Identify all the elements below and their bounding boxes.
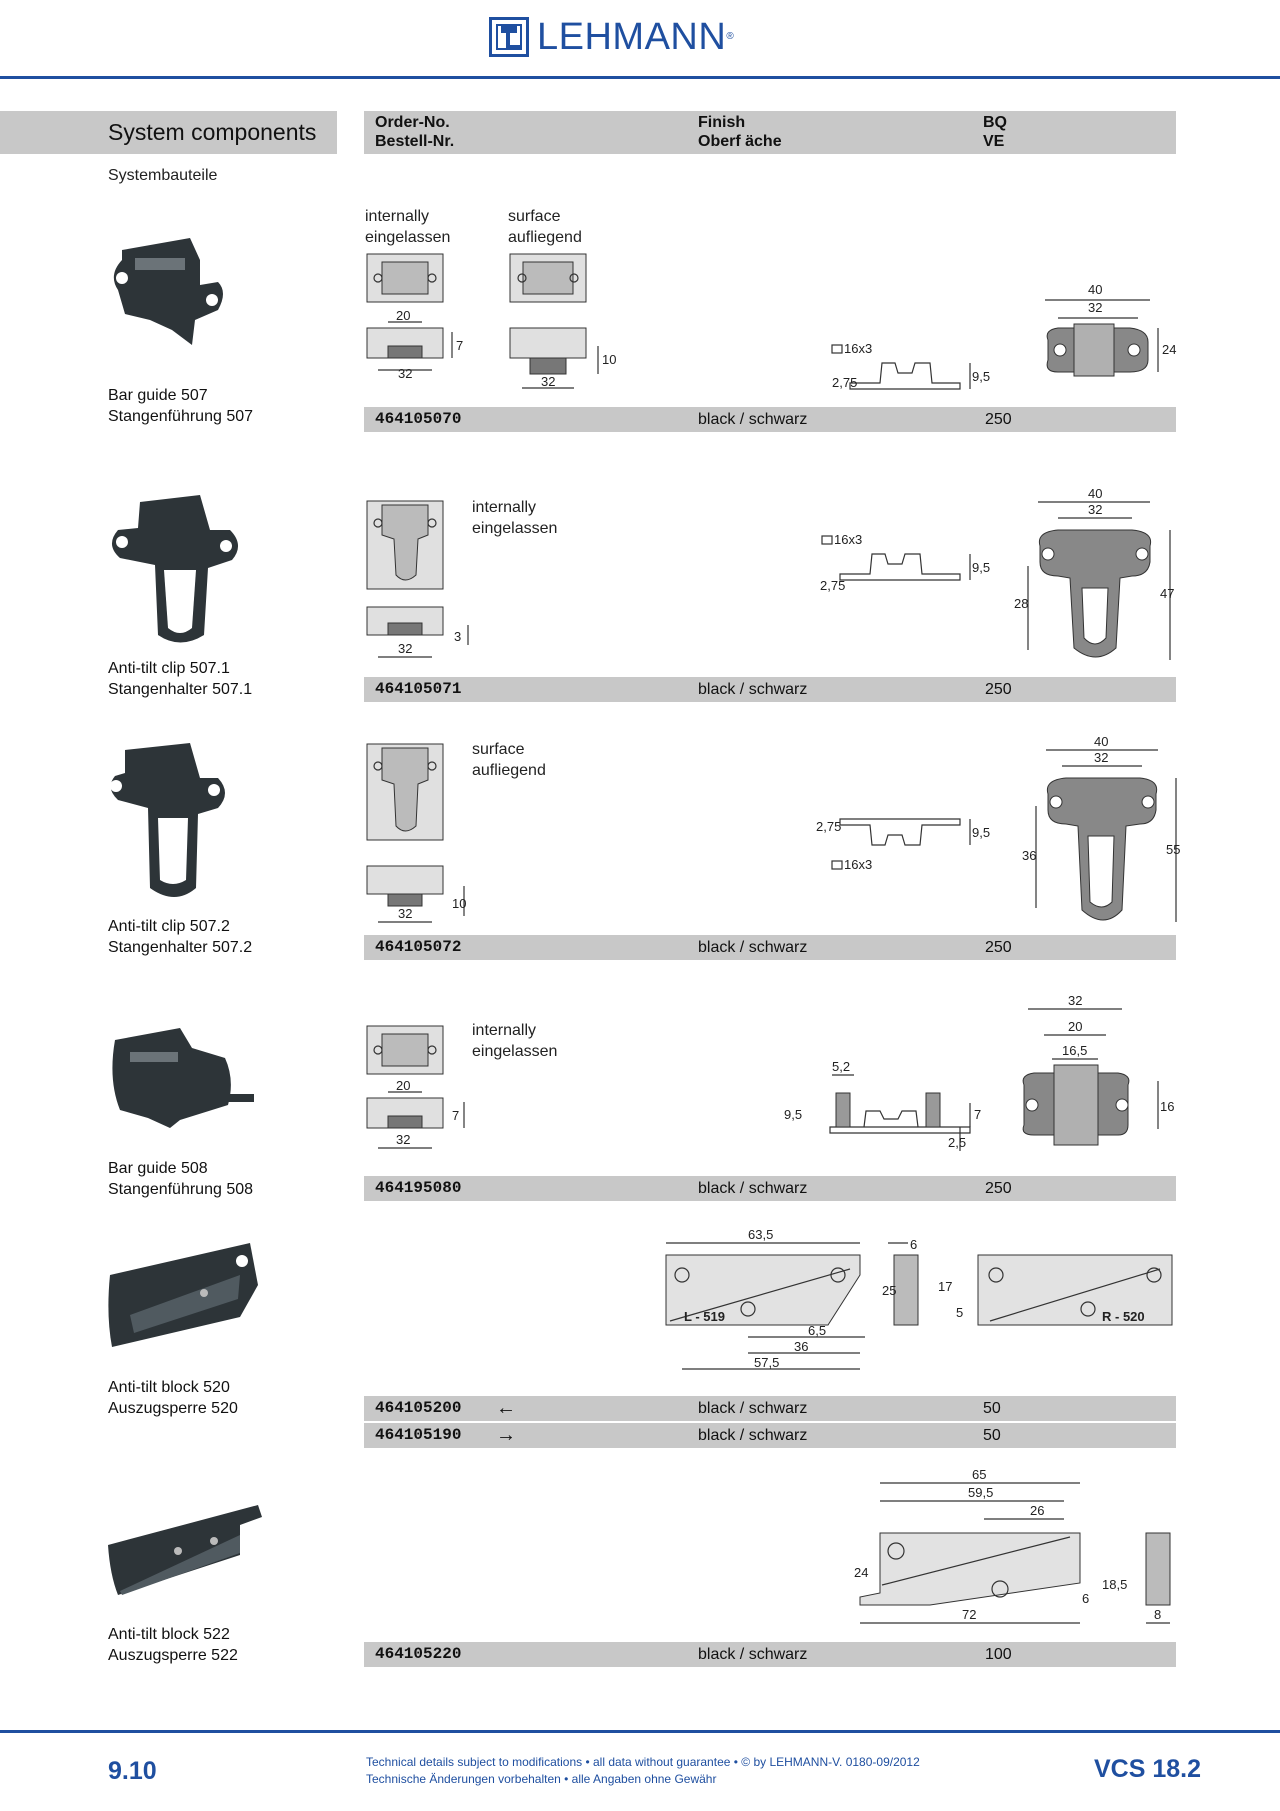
svg-text:40: 40 (1094, 734, 1109, 749)
drawing-bar-guide-507-mount (360, 250, 620, 395)
svg-text:40: 40 (1088, 282, 1103, 297)
catalog-id: VCS 18.2 (1094, 1755, 1202, 1783)
svg-text:25: 25 (882, 1283, 897, 1298)
drawing-anti-tilt-clip-507-1-mount (360, 495, 480, 665)
svg-text:7: 7 (452, 1108, 460, 1123)
svg-text:20: 20 (396, 1078, 411, 1093)
svg-text:18,5: 18,5 (1102, 1577, 1128, 1592)
drawing-bar-guide-507-top (1030, 280, 1190, 400)
svg-text:32: 32 (1088, 300, 1103, 315)
drawing-anti-tilt-clip-507-1-top (1010, 488, 1190, 668)
finish-value: black / schwarz (698, 681, 808, 698)
bq-value: 50 (983, 1427, 1001, 1444)
order-number: 464105071 (375, 680, 462, 698)
product-name-bar-guide-507: Bar guide 507 Stangenführung 507 (108, 387, 254, 425)
product-photo-anti-tilt-clip-507-2 (100, 738, 240, 908)
svg-text:20: 20 (1068, 1019, 1083, 1034)
svg-text:17: 17 (938, 1279, 953, 1294)
footer-disclaimer (366, 1754, 920, 1788)
svg-text:6: 6 (1082, 1591, 1090, 1606)
drawing-bar-guide-507-profile (820, 335, 1000, 395)
product-name-anti-tilt-clip-507-2: Anti-tilt clip 507.2 Stangenhalter 507.2 (108, 918, 253, 956)
svg-text:16,5: 16,5 (1062, 1043, 1088, 1058)
svg-text:L - 519: L - 519 (684, 1309, 725, 1324)
col-finish-en: Finish (698, 114, 746, 131)
mount-label-surface: surface aufliegend (508, 208, 582, 246)
header-rule (0, 76, 1280, 79)
mount-label-internally: internally eingelassen (472, 499, 558, 537)
svg-text:32: 32 (1094, 750, 1109, 765)
product-photo-bar-guide-508 (100, 1020, 260, 1140)
svg-text:57,5: 57,5 (754, 1355, 780, 1370)
svg-text:32: 32 (398, 906, 413, 921)
drawing-anti-tilt-clip-507-1-profile (810, 530, 990, 600)
svg-text:36: 36 (1022, 848, 1037, 863)
svg-text:2,75: 2,75 (820, 578, 846, 593)
svg-text:6,5: 6,5 (808, 1323, 827, 1338)
order-number: 464105072 (375, 938, 462, 956)
product-photo-anti-tilt-clip-507-1 (100, 490, 250, 650)
svg-text:16: 16 (1160, 1099, 1175, 1114)
svg-text:7: 7 (456, 338, 464, 353)
brand-logo (489, 17, 734, 57)
drawing-bar-guide-508-top (1010, 995, 1190, 1155)
page-number: 9.10 (108, 1757, 157, 1785)
order-number: 464105200 (375, 1399, 462, 1417)
finish-value: black / schwarz (698, 1427, 808, 1444)
bq-value: 50 (983, 1400, 1001, 1417)
svg-text:55: 55 (1166, 842, 1181, 857)
col-bq-header (983, 113, 1007, 151)
footer-rule (0, 1730, 1280, 1733)
col-finish-de: Oberf äche (698, 133, 782, 150)
svg-text:9,5: 9,5 (972, 825, 990, 840)
registered-mark: ® (726, 31, 735, 42)
svg-text:6: 6 (910, 1237, 918, 1252)
bq-value: 250 (985, 939, 1012, 956)
drawing-bar-guide-508-profile (780, 1055, 1000, 1155)
bq-value: 250 (985, 1180, 1012, 1197)
svg-text:72: 72 (962, 1607, 977, 1622)
svg-text:20: 20 (396, 308, 411, 323)
mount-label-internally: internally eingelassen (472, 1022, 558, 1060)
svg-text:9,5: 9,5 (972, 560, 990, 575)
svg-text:8: 8 (1154, 1607, 1162, 1622)
svg-text:9,5: 9,5 (972, 369, 991, 384)
finish-value: black / schwarz (698, 939, 808, 956)
svg-text:3: 3 (454, 629, 462, 644)
svg-text:5: 5 (956, 1305, 964, 1320)
svg-text:32: 32 (1088, 502, 1103, 517)
svg-text:32: 32 (396, 1132, 411, 1147)
product-photo-anti-tilt-block-520 (100, 1235, 270, 1355)
svg-text:2,5: 2,5 (948, 1135, 967, 1150)
svg-text:16x3: 16x3 (844, 857, 873, 872)
col-order-de: Bestell-Nr. (375, 133, 455, 150)
col-order-header (375, 113, 454, 151)
product-name-anti-tilt-block-522: Anti-tilt block 522 Auszugsperre 522 (108, 1626, 238, 1664)
finish-value: black / schwarz (698, 411, 808, 428)
disclaimer-de: Technische Änderungen vorbehalten • alle Angaben ohne Gewähr (366, 1772, 717, 1786)
svg-text:36: 36 (794, 1339, 809, 1354)
logo-mark-icon (489, 17, 529, 57)
bq-value: 250 (985, 681, 1012, 698)
mount-label-surface: surface aufliegend (472, 741, 546, 779)
product-photo-bar-guide-507 (100, 230, 230, 350)
svg-text:32: 32 (398, 641, 413, 656)
svg-text:40: 40 (1088, 488, 1103, 501)
col-finish-header (698, 113, 782, 151)
section-subtitle: Systembauteile (108, 167, 218, 184)
svg-text:2,75: 2,75 (816, 819, 842, 834)
svg-text:16x3: 16x3 (844, 341, 873, 356)
svg-text:10: 10 (452, 896, 467, 911)
svg-text:59,5: 59,5 (968, 1485, 994, 1500)
finish-value: black / schwarz (698, 1180, 808, 1197)
col-order-en: Order-No. (375, 114, 450, 131)
col-bq-en: BQ (983, 114, 1007, 131)
drawing-anti-tilt-block-520 (660, 1225, 1190, 1385)
drawing-anti-tilt-clip-507-2-profile (810, 805, 990, 875)
bq-value: 100 (985, 1646, 1012, 1663)
svg-text:24: 24 (1162, 342, 1177, 357)
svg-text:5,2: 5,2 (832, 1059, 851, 1074)
product-name-bar-guide-508: Bar guide 508 Stangenführung 508 (108, 1160, 254, 1198)
order-number: 464105070 (375, 410, 462, 428)
svg-text:26: 26 (1030, 1503, 1045, 1518)
finish-value: black / schwarz (698, 1400, 808, 1417)
arrow-right-icon: → (496, 1424, 516, 1446)
arrow-left-icon: ← (496, 1397, 516, 1419)
product-photo-anti-tilt-block-522 (100, 1495, 270, 1605)
drawing-anti-tilt-clip-507-2-top (1010, 730, 1190, 930)
svg-text:R - 520: R - 520 (1102, 1309, 1145, 1324)
mount-label-internally: internally eingelassen (365, 208, 451, 246)
brand-name: LEHMANN (537, 16, 727, 58)
bq-value: 250 (985, 411, 1012, 428)
drawing-anti-tilt-clip-507-2-mount (360, 740, 480, 925)
order-number: 464195080 (375, 1179, 462, 1197)
svg-text:16x3: 16x3 (834, 532, 863, 547)
svg-text:24: 24 (854, 1565, 869, 1580)
svg-text:7: 7 (974, 1107, 982, 1122)
product-name-anti-tilt-clip-507-1: Anti-tilt clip 507.1 Stangenhalter 507.1 (108, 660, 253, 698)
col-bq-de: VE (983, 133, 1005, 150)
svg-text:65: 65 (972, 1467, 987, 1482)
svg-text:32: 32 (1068, 995, 1083, 1008)
drawing-anti-tilt-block-522 (830, 1465, 1190, 1635)
svg-text:2,75: 2,75 (832, 375, 858, 390)
svg-text:28: 28 (1014, 596, 1029, 611)
section-title: System components (108, 119, 317, 145)
product-name-anti-tilt-block-520: Anti-tilt block 520 Auszugsperre 520 (108, 1379, 238, 1417)
disclaimer-en: Technical details subject to modifications • all data without guarantee • © by LEHMANN-V. 0180-09/2012 (366, 1755, 920, 1769)
drawing-bar-guide-508-mount (360, 1022, 480, 1157)
svg-text:63,5: 63,5 (748, 1227, 774, 1242)
svg-text:32: 32 (398, 366, 413, 381)
svg-text:32: 32 (541, 374, 556, 389)
finish-value: black / schwarz (698, 1646, 808, 1663)
svg-text:47: 47 (1160, 586, 1175, 601)
svg-text:10: 10 (602, 352, 617, 367)
order-number: 464105190 (375, 1426, 462, 1444)
svg-text:9,5: 9,5 (784, 1107, 803, 1122)
order-number: 464105220 (375, 1645, 462, 1663)
